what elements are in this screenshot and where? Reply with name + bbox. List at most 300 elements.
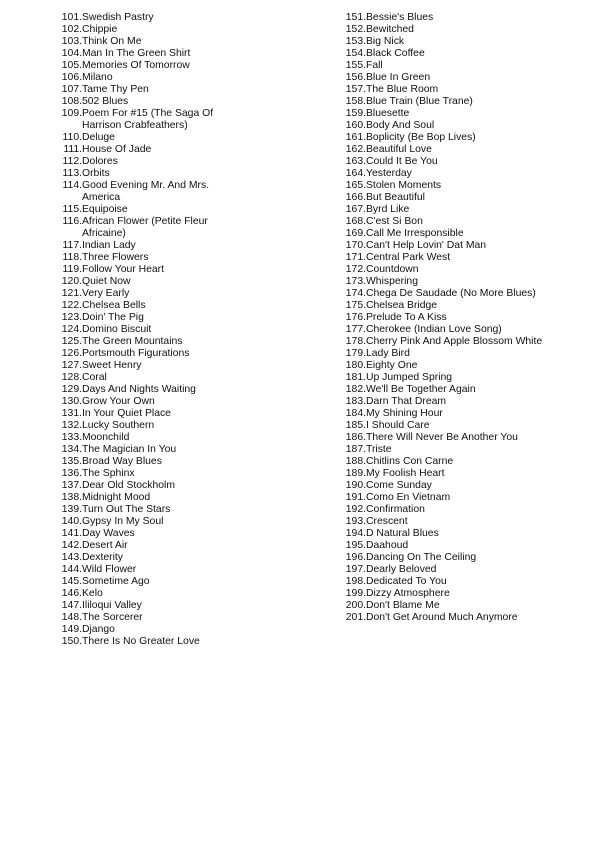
list-item — [54, 468, 284, 480]
item-number: 130. — [61, 396, 82, 407]
item-title: Poem For #15 (The Saga Of Harrison Crabfeathers) — [82, 108, 214, 131]
item-number: 140. — [61, 516, 82, 527]
list-item — [338, 396, 583, 408]
item-number: 119. — [62, 264, 82, 275]
list-item — [54, 444, 284, 456]
list-item — [54, 372, 284, 384]
item-number: 195. — [345, 540, 366, 551]
list-item — [338, 492, 583, 504]
list-item — [338, 420, 583, 432]
item-number: 118. — [62, 252, 82, 263]
item-number: 172. — [345, 264, 366, 275]
list-item — [338, 456, 583, 468]
item-number: 135. — [61, 456, 82, 467]
item-number: 201. — [345, 612, 366, 623]
item-number: 165. — [345, 180, 366, 191]
list-item — [54, 12, 284, 24]
item-title: The Magician In You — [82, 444, 177, 455]
item-number: 151. — [345, 12, 366, 23]
item-title: Gypsy In My Soul — [82, 516, 164, 527]
list-item — [54, 504, 284, 516]
item-number: 126. — [61, 348, 82, 359]
item-number: 146. — [61, 588, 82, 599]
item-number: 124. — [61, 324, 82, 335]
item-title: The Sphinx — [82, 468, 135, 479]
item-title: Big Nick — [366, 36, 405, 47]
list-item — [54, 396, 284, 408]
item-number: 168. — [345, 216, 366, 227]
item-number: 117. — [62, 240, 82, 251]
item-title: Sweet Henry — [82, 360, 142, 371]
item-number: 197. — [345, 564, 366, 575]
item-title: The Blue Room — [366, 84, 439, 95]
list-item — [338, 504, 583, 516]
item-number: 173. — [345, 276, 366, 287]
item-title: Countdown — [366, 264, 419, 275]
item-number: 161. — [345, 132, 366, 143]
list-item — [338, 72, 583, 84]
item-title: Chelsea Bridge — [366, 300, 438, 311]
list-item — [54, 384, 284, 396]
list-item — [338, 84, 583, 96]
list-item — [54, 336, 284, 348]
item-title: Kelo — [82, 588, 103, 599]
item-title: Broad Way Blues — [82, 456, 162, 467]
list-item — [54, 24, 284, 36]
item-title: Follow Your Heart — [82, 264, 165, 275]
item-number: 110. — [62, 132, 82, 143]
item-number: 153. — [345, 36, 366, 47]
item-title: Wild Flower — [82, 564, 137, 575]
item-title: Could It Be You — [366, 156, 438, 167]
list-item — [338, 480, 583, 492]
item-number: 186. — [345, 432, 366, 443]
item-number: 103. — [61, 36, 82, 47]
list-item — [338, 300, 583, 312]
list-item — [54, 612, 284, 624]
item-number: 144. — [61, 564, 82, 575]
item-title: Bluesette — [366, 108, 410, 119]
item-title: My Foolish Heart — [366, 468, 445, 479]
item-number: 133. — [61, 432, 82, 443]
item-number: 169. — [345, 228, 366, 239]
item-title: Very Early — [82, 288, 130, 299]
list-item — [338, 612, 583, 624]
song-list-left — [54, 12, 284, 648]
item-number: 200. — [345, 600, 366, 611]
item-number: 131. — [61, 408, 82, 419]
item-title: African Flower (Petite Fleur Africaine) — [82, 216, 208, 239]
item-number: 115. — [62, 204, 82, 215]
item-number: 176. — [345, 312, 366, 323]
list-item — [338, 312, 583, 324]
item-number: 111. — [63, 144, 82, 155]
item-title: Orbits — [82, 168, 110, 179]
item-title: Lucky Southern — [82, 420, 155, 431]
item-number: 128. — [61, 372, 82, 383]
list-item — [54, 348, 284, 360]
item-title: Body And Soul — [366, 120, 435, 131]
list-item — [54, 528, 284, 540]
item-number: 170. — [345, 240, 366, 251]
item-number: 178. — [345, 336, 366, 347]
item-title: Coral — [82, 372, 107, 383]
item-number: 167. — [345, 204, 366, 215]
item-number: 190. — [345, 480, 366, 491]
list-item — [338, 108, 583, 120]
item-title: Don't Get Around Much Anymore — [366, 612, 518, 623]
item-number: 139. — [61, 504, 82, 515]
item-title: Come Sunday — [366, 480, 432, 491]
item-number: 187. — [345, 444, 366, 455]
item-title: Day Waves — [82, 528, 135, 539]
item-title: Indian Lady — [82, 240, 136, 251]
item-title: Sometime Ago — [82, 576, 150, 587]
list-item — [338, 444, 583, 456]
list-item — [338, 564, 583, 576]
item-title: Triste — [366, 444, 392, 455]
item-number: 177. — [345, 324, 366, 335]
item-number: 152. — [345, 24, 366, 35]
item-number: 145. — [61, 576, 82, 587]
list-item — [54, 408, 284, 420]
item-number: 160. — [345, 120, 366, 131]
item-title: Boplicity (Be Bop Lives) — [366, 132, 476, 143]
item-title: Dexterity — [82, 552, 123, 563]
list-item — [54, 144, 284, 156]
item-title: Lady Bird — [366, 348, 410, 359]
item-title: Eighty One — [366, 360, 418, 371]
item-title: The Sorcerer — [82, 612, 143, 623]
list-item — [54, 588, 284, 600]
list-item — [338, 576, 583, 588]
item-number: 108. — [61, 96, 82, 107]
item-number: 174. — [345, 288, 366, 299]
list-item — [338, 528, 583, 540]
item-title: Portsmouth Figurations — [82, 348, 190, 359]
item-title: Moonchild — [82, 432, 130, 443]
item-number: 109. — [61, 108, 82, 119]
list-item — [338, 120, 583, 132]
list-item — [54, 624, 284, 636]
item-number: 184. — [345, 408, 366, 419]
list-item — [54, 252, 284, 264]
item-title: Milano — [82, 72, 113, 83]
item-title: Doin' The Pig — [82, 312, 144, 323]
list-item — [54, 552, 284, 564]
item-title: Central Park West — [366, 252, 451, 263]
list-item — [54, 360, 284, 372]
item-title: Up Jumped Spring — [366, 372, 453, 383]
list-item — [338, 132, 583, 144]
list-item — [54, 516, 284, 528]
list-item — [338, 372, 583, 384]
list-item — [54, 480, 284, 492]
list-item — [54, 300, 284, 312]
item-number: 125. — [61, 336, 82, 347]
list-item — [338, 240, 583, 252]
item-title: Good Evening Mr. And Mrs. America — [82, 180, 210, 203]
list-item — [54, 264, 284, 276]
list-item — [338, 156, 583, 168]
item-number: 127. — [61, 360, 82, 371]
item-number: 175. — [345, 300, 366, 311]
list-item — [338, 168, 583, 180]
item-title: Django — [82, 624, 115, 635]
list-item — [54, 180, 284, 204]
item-title: Man In The Green Shirt — [82, 48, 191, 59]
item-title: My Shining Hour — [366, 408, 443, 419]
item-number: 123. — [61, 312, 82, 323]
list-item — [54, 276, 284, 288]
item-title: Daahoud — [366, 540, 409, 551]
item-number: 162. — [345, 144, 366, 155]
item-number: 141. — [61, 528, 82, 539]
item-title: Byrd Like — [366, 204, 410, 215]
list-item — [54, 636, 284, 648]
item-title: Chitlins Con Carne — [366, 456, 454, 467]
item-number: 171. — [345, 252, 366, 263]
item-title: Whispering — [366, 276, 418, 287]
list-item — [54, 216, 284, 240]
list-item — [54, 324, 284, 336]
item-number: 149. — [61, 624, 82, 635]
list-item — [54, 168, 284, 180]
list-item — [54, 60, 284, 72]
item-title: Bewitched — [366, 24, 414, 35]
list-item — [338, 552, 583, 564]
list-item — [338, 468, 583, 480]
item-number: 188. — [345, 456, 366, 467]
item-title: Ililoqui Valley — [82, 600, 142, 611]
list-item — [54, 72, 284, 84]
item-title: C'est Si Bon — [366, 216, 423, 227]
item-number: 185. — [345, 420, 366, 431]
item-number: 158. — [345, 96, 366, 107]
item-title: But Beautiful — [366, 192, 425, 203]
list-item — [54, 132, 284, 144]
item-title: Confirmation — [366, 504, 425, 515]
list-item — [338, 36, 583, 48]
item-title: Cherry Pink And Apple Blossom White — [366, 336, 543, 347]
item-number: 157. — [345, 84, 366, 95]
item-number: 179. — [345, 348, 366, 359]
list-item — [54, 432, 284, 444]
item-title: Dolores — [82, 156, 118, 167]
list-item — [54, 456, 284, 468]
item-number: 196. — [345, 552, 366, 563]
item-title: Cherokee (Indian Love Song) — [366, 324, 502, 335]
item-number: 137. — [61, 480, 82, 491]
list-item — [54, 156, 284, 168]
list-item — [54, 204, 284, 216]
item-title: Can't Help Lovin' Dat Man — [366, 240, 487, 251]
item-number: 199. — [345, 588, 366, 599]
list-item — [338, 264, 583, 276]
item-number: 113. — [62, 168, 82, 179]
item-number: 116. — [62, 216, 82, 227]
list-item — [54, 288, 284, 300]
list-item — [338, 228, 583, 240]
item-number: 154. — [345, 48, 366, 59]
list-item — [338, 252, 583, 264]
item-title: Grow Your Own — [82, 396, 155, 407]
item-number: 147. — [61, 600, 82, 611]
item-title: Desert Air — [82, 540, 128, 551]
item-title: D Natural Blues — [366, 528, 439, 539]
item-number: 155. — [345, 60, 366, 71]
list-item — [338, 96, 583, 108]
item-number: 193. — [345, 516, 366, 527]
list-item — [338, 348, 583, 360]
item-number: 122. — [61, 300, 82, 311]
list-item — [338, 600, 583, 612]
list-item — [54, 420, 284, 432]
item-number: 120. — [61, 276, 82, 287]
item-title: Darn That Dream — [366, 396, 447, 407]
item-title: Blue Train (Blue Trane) — [366, 96, 473, 107]
list-item — [338, 432, 583, 444]
item-title: Memories Of Tomorrow — [82, 60, 190, 71]
item-number: 183. — [345, 396, 366, 407]
item-number: 182. — [345, 384, 366, 395]
item-number: 114. — [62, 180, 82, 191]
item-number: 159. — [345, 108, 366, 119]
item-title: Blue In Green — [366, 72, 431, 83]
list-item — [338, 324, 583, 336]
item-number: 191. — [345, 492, 366, 503]
list-item — [54, 576, 284, 588]
list-item — [338, 180, 583, 192]
item-number: 129. — [61, 384, 82, 395]
item-title: Beautiful Love — [366, 144, 432, 155]
item-number: 132. — [61, 420, 82, 431]
item-title: Three Flowers — [82, 252, 149, 263]
item-number: 104. — [61, 48, 82, 59]
item-title: Dedicated To You — [366, 576, 447, 587]
item-number: 143. — [61, 552, 82, 563]
item-title: Days And Nights Waiting — [82, 384, 196, 395]
item-number: 181. — [345, 372, 366, 383]
item-number: 101. — [61, 12, 82, 23]
list-item — [338, 516, 583, 528]
item-number: 121. — [61, 288, 82, 299]
item-title: Fall — [366, 60, 383, 71]
list-item — [54, 492, 284, 504]
list-item — [338, 276, 583, 288]
item-number: 192. — [345, 504, 366, 515]
item-number: 156. — [345, 72, 366, 83]
item-title: Dear Old Stockholm — [82, 480, 175, 491]
item-title: Deluge — [82, 132, 115, 143]
list-item — [338, 216, 583, 228]
list-item — [54, 540, 284, 552]
list-item — [338, 360, 583, 372]
item-number: 102. — [61, 24, 82, 35]
item-title: Don't Blame Me — [366, 600, 440, 611]
item-title: Black Coffee — [366, 48, 425, 59]
item-title: There Will Never Be Another You — [366, 432, 518, 443]
item-title: Think On Me — [82, 36, 142, 47]
list-item — [338, 204, 583, 216]
item-number: 142. — [61, 540, 82, 551]
list-item — [338, 384, 583, 396]
item-number: 105. — [61, 60, 82, 71]
item-number: 112. — [62, 156, 82, 167]
list-item — [54, 312, 284, 324]
item-title: Chippie — [82, 24, 118, 35]
item-title: Chelsea Bells — [82, 300, 146, 311]
item-number: 194. — [345, 528, 366, 539]
item-title: 502 Blues — [82, 96, 129, 107]
list-item — [338, 336, 583, 348]
list-item — [338, 540, 583, 552]
list-item — [338, 60, 583, 72]
item-title: Swedish Pastry — [82, 12, 154, 23]
song-list-right — [338, 12, 583, 624]
item-number: 150. — [61, 636, 82, 647]
item-number: 134. — [61, 444, 82, 455]
item-title: In Your Quiet Place — [82, 408, 171, 419]
list-item — [338, 144, 583, 156]
item-number: 166. — [345, 192, 366, 203]
list-item — [54, 108, 284, 132]
item-title: Yesterday — [366, 168, 412, 179]
item-number: 189. — [345, 468, 366, 479]
item-number: 163. — [345, 156, 366, 167]
list-item — [338, 408, 583, 420]
list-item — [338, 24, 583, 36]
item-number: 106. — [61, 72, 82, 83]
item-title: Tame Thy Pen — [82, 84, 149, 95]
item-title: Dizzy Atmosphere — [366, 588, 450, 599]
item-title: Equipoise — [82, 204, 128, 215]
item-title: Quiet Now — [82, 276, 131, 287]
list-item — [54, 36, 284, 48]
item-title: I Should Care — [366, 420, 430, 431]
item-number: 198. — [345, 576, 366, 587]
list-item — [54, 564, 284, 576]
item-number: 164. — [345, 168, 366, 179]
item-title: Dearly Beloved — [366, 564, 437, 575]
item-title: Crescent — [366, 516, 408, 527]
item-number: 136. — [61, 468, 82, 479]
list-item — [338, 192, 583, 204]
list-item — [338, 48, 583, 60]
list-item — [54, 600, 284, 612]
item-title: Dancing On The Ceiling — [366, 552, 477, 563]
item-number: 138. — [61, 492, 82, 503]
item-number: 180. — [345, 360, 366, 371]
item-title: Como En Vietnam — [366, 492, 451, 503]
item-title: Prelude To A Kiss — [366, 312, 447, 323]
item-title: Turn Out The Stars — [82, 504, 171, 515]
list-item — [54, 240, 284, 252]
list-item — [338, 12, 583, 24]
item-title: Chega De Saudade (No More Blues) — [366, 288, 536, 299]
list-item — [54, 48, 284, 60]
list-item — [338, 288, 583, 300]
item-title: Stolen Moments — [366, 180, 442, 191]
item-title: There Is No Greater Love — [82, 636, 200, 647]
item-number: 107. — [61, 84, 82, 95]
item-title: Bessie's Blues — [366, 12, 434, 23]
item-title: We'll Be Together Again — [366, 384, 476, 395]
list-item — [54, 84, 284, 96]
item-title: Domino Biscuit — [82, 324, 152, 335]
item-title: Call Me Irresponsible — [366, 228, 464, 239]
item-number: 148. — [61, 612, 82, 623]
